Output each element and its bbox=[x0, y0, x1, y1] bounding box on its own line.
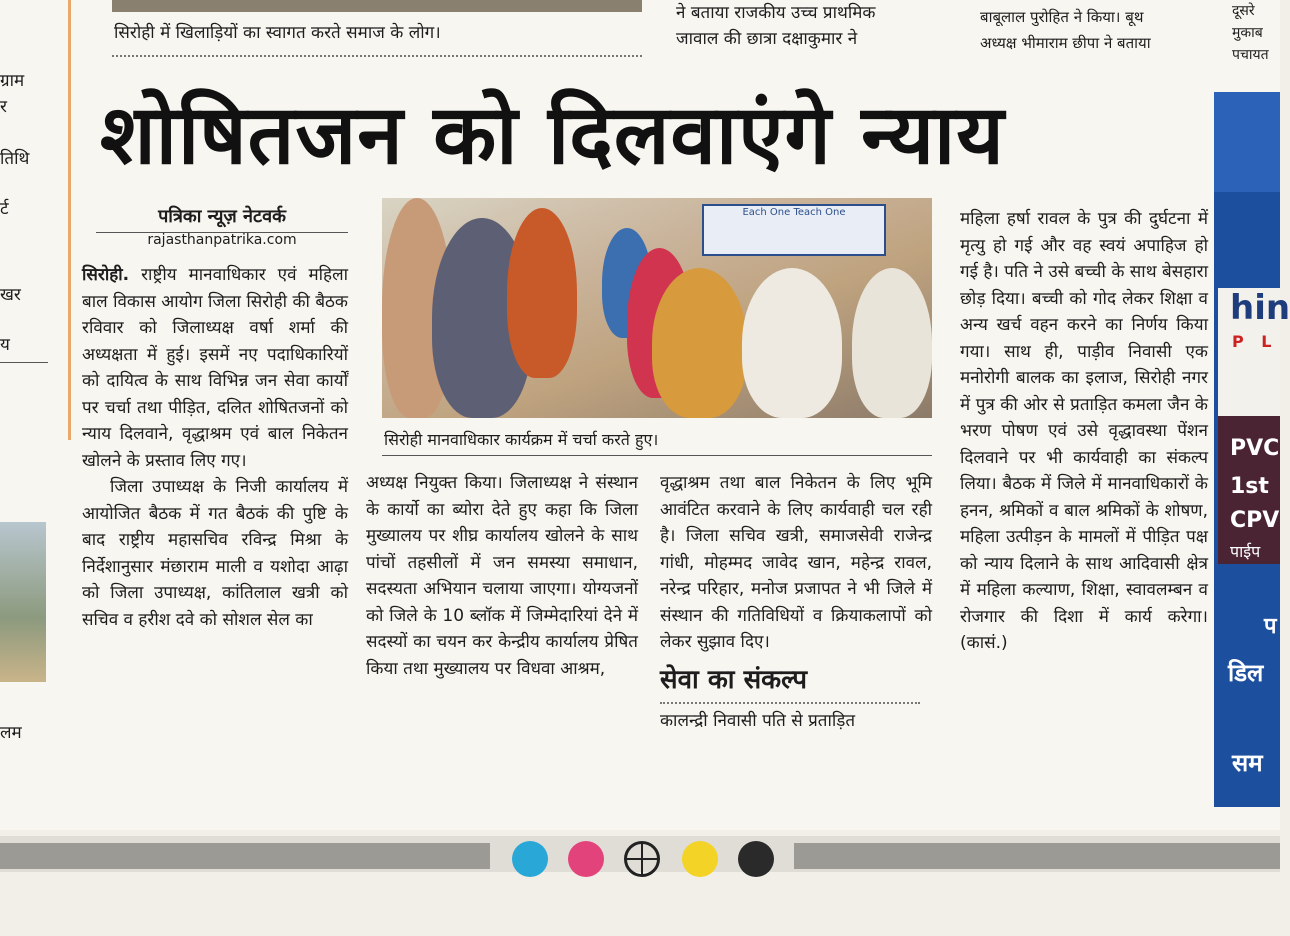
ad-text-8: डिल bbox=[1228, 659, 1264, 687]
yellow-registration-dot bbox=[682, 841, 718, 877]
ad-text-4: 1st bbox=[1230, 474, 1269, 499]
left-frag-3: र्ट bbox=[0, 199, 9, 219]
photo-person-6 bbox=[652, 268, 747, 418]
col3-para-1: वृद्धाश्रम तथा बाल निकेतन के लिए भूमि आवंटित करवाने के लिए कार्यवाही चल रही है। जिला सचिव खत्री, समाजसेवी राजेन्द्र गांधी, मोहम्मद जावेद खान, महेन्द्र रावल, नरेन्द्र परिहार, मनोज प्रजापत ने भी जिले में संस्थान की गतिविधियों व क्रियाकलापों को लेकर सुझाव दिए। bbox=[660, 473, 932, 652]
byline-site: rajasthanpatrika.com bbox=[147, 232, 297, 248]
dateline: सिरोही. bbox=[82, 265, 130, 285]
far-line-3: पचायत bbox=[1232, 47, 1269, 63]
ad-text-9: सम bbox=[1232, 749, 1263, 777]
col1-para-2: जिला उपाध्यक्ष के निजी कार्यालय में आयोजित बैठक में गत बैठकं की पुष्टि के बाद राष्ट्रीय महासचिव रविन्द्र मिश्रा के निर्देशानुसार मंछाराम माली व यशोदा आढ़ा को जिला उपाध्यक्ष, कांतिलाल खत्री को सचिव व हरीश दवे को सोशल सेल का bbox=[82, 477, 348, 630]
top-left-dotrule bbox=[112, 55, 642, 57]
far-line-1: दूसरे bbox=[1232, 3, 1255, 19]
byline-rule bbox=[96, 232, 348, 233]
col4-para-1: महिला हर्षा रावल के पुत्र की दुर्घटना में मृत्यु हो गई और वह स्वयं अपाहिज हो गई है। पति ने उसे बच्ची के साथ बेसहारा छोड़ दिया। बच्ची को गोद लेकर शिक्षा व अन्य खर्च वहन करने का निर्णय किया गया। साथ ही, पाड़ीव निवासी एक मनोरोगी बालक का इलाज, सिरोही नगर में पुत्र की ओर से प्रताड़ित कमला जैन के भरण पोषण एवं उसे वृद्धावस्था पेंशन दिलवाने पर भी कार्यवाही का संकल्प लिया। बैठक में जिले में मानवाधिकारों के हनन, श्रमिकों व बाल श्रमिकों के शोषण, महिला उत्पीड़न के मामलों में पीड़ित पक्ष को न्याय दिलाने के साथ आदिवासी क्षेत्र में महिला कल्याण, शिक्षा, स्वावलम्बन व रोजगार की दिशा में कार्य करेगा। (कासं.) bbox=[960, 209, 1208, 653]
black-registration-dot bbox=[738, 841, 774, 877]
crosshair-registration-mark bbox=[624, 841, 660, 877]
ad-text-2: P L bbox=[1232, 332, 1278, 351]
top-far-right-text bbox=[1232, 0, 1280, 66]
col1-para-1-text: राष्ट्रीय मानवाधिकार एवं महिला बाल विकास आयोग जिला सिरोही की बैठक रविवार को जिलाध्यक्ष वर्षा शर्मा की अध्यक्षता में हुई। इसमें नए पदाधिकारियों को दायित्व के साथ विभिन्न जन सेवा कार्यों पर चर्चा तथा पीड़ित, दलित शोषितजनों को न्याय दिलवाने, वृद्धाश्रम एवं बाल निकेतन खोलने के प्रस्ताव लिए गए। bbox=[82, 265, 348, 471]
ad-text-5: CPV bbox=[1230, 508, 1280, 533]
top-mid-line-1: ने बताया राजकीय उच्च प्राथमिक bbox=[676, 3, 876, 23]
left-photo-crop bbox=[0, 522, 46, 682]
col2-para-1: अध्यक्ष नियुक्त किया। जिलाध्यक्ष ने संस्थान के कार्यो का ब्योरा देते हुए कहा कि जिला मुख्यालय पर शीघ्र कार्यालय खोलने के साथ पांचों तहसीलों में जन समस्या समाधान, सदस्यता अभियान चलाया जाएगा। योग्यजनों को जिले के 10 ब्लॉक में जिम्मेदारियां देने में सदस्यों का चयन कर केन्द्रीय कार्यालय प्रेषित किया तथा मुख्यालय पर विधवा आश्रम, bbox=[366, 473, 638, 679]
subheading: सेवा का संकल्प bbox=[660, 664, 808, 695]
ad-text-6: पाईप bbox=[1230, 542, 1261, 561]
far-line-2: मुकाब bbox=[1232, 25, 1263, 41]
ad-text-3: PVC bbox=[1230, 436, 1280, 461]
ad-text-7: प bbox=[1264, 614, 1277, 639]
column-2 bbox=[366, 470, 638, 682]
magenta-registration-dot bbox=[568, 841, 604, 877]
cyan-registration-dot bbox=[512, 841, 548, 877]
left-rule bbox=[0, 362, 48, 363]
column-3 bbox=[660, 470, 932, 734]
left-frag-2: तिथि bbox=[0, 149, 30, 169]
left-frag-5: य bbox=[0, 335, 10, 355]
registration-bar-left bbox=[0, 843, 490, 869]
byline-network: पत्रिका न्यूज़ नेटवर्क bbox=[158, 206, 286, 227]
top-right-text bbox=[980, 4, 1210, 56]
photo-caption: सिरोही मानवाधिकार कार्यक्रम में चर्चा करते हुए। bbox=[384, 430, 659, 449]
headline: शोषितजन को दिलवाएंगे न्याय bbox=[100, 88, 1005, 183]
photo-person-8 bbox=[852, 268, 932, 418]
top-left-caption: सिरोही में खिलाड़ियों का स्वागत करते समाज के लोग। bbox=[114, 23, 441, 43]
photo-banner: Each One Teach One bbox=[702, 204, 886, 256]
left-clipped-column bbox=[0, 60, 58, 780]
byline bbox=[96, 204, 348, 248]
column-4 bbox=[960, 206, 1208, 657]
registration-bar-right bbox=[794, 843, 1280, 869]
subhead-dotrule bbox=[660, 702, 920, 704]
column-1 bbox=[82, 262, 348, 633]
top-right-line-1: बाबूलाल पुरोहित ने किया। बूथ bbox=[980, 8, 1144, 26]
column-separator-orange bbox=[68, 0, 71, 440]
top-mid-text bbox=[676, 0, 946, 52]
photo-person-7 bbox=[742, 268, 842, 418]
left-frag-0: ग्राम bbox=[0, 71, 25, 91]
left-frag-1: र bbox=[0, 97, 7, 117]
ad-block-top bbox=[1214, 92, 1280, 192]
left-frag-6: लम bbox=[0, 723, 22, 743]
advertisement-strip bbox=[1214, 92, 1290, 807]
news-photo bbox=[382, 198, 932, 418]
caption-rule bbox=[382, 455, 932, 456]
top-right-line-2: अध्यक्ष भीमाराम छीपा ने बताया bbox=[980, 34, 1151, 52]
col3-para-2: कालन्द्री निवासी पति से प्रताड़ित bbox=[660, 710, 856, 731]
photo-person-3 bbox=[507, 208, 577, 378]
left-frag-4: खर bbox=[0, 285, 21, 305]
top-left-photo-strip bbox=[112, 0, 642, 12]
ad-text-1: hin bbox=[1230, 288, 1290, 328]
top-mid-line-2: जावाल की छात्रा दक्षाकुमार ने bbox=[676, 29, 858, 49]
col1-para-1 bbox=[82, 262, 348, 474]
